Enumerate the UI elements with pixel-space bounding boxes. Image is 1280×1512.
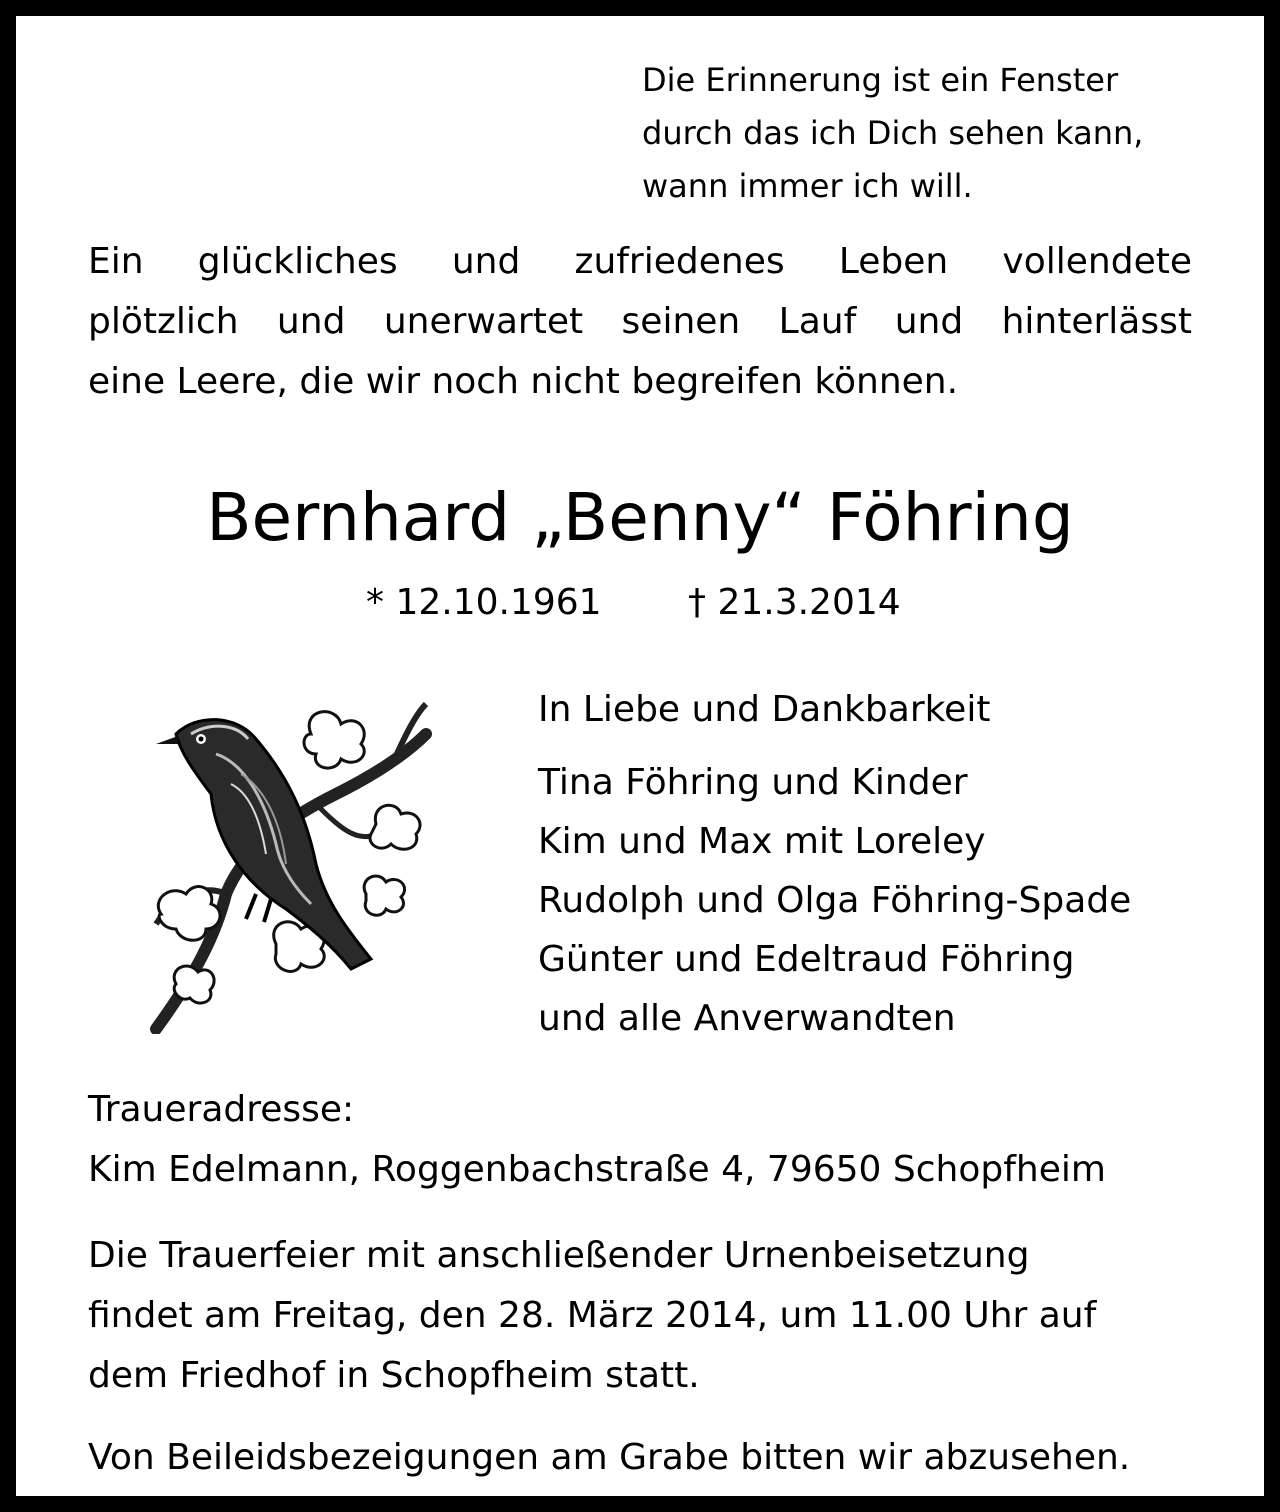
family-member: Rudolph und Olga Föhring-Spade	[538, 880, 1132, 921]
funeral-service-info	[88, 1226, 1096, 1406]
family-member: Tina Föhring und Kinder	[538, 762, 968, 803]
quote-line: durch das ich Dich sehen kann,	[642, 114, 1144, 152]
closing-note: Von Beileidsbezeigungen am Grabe bitten wir abzusehen.	[88, 1437, 1131, 1478]
family-member: Kim und Max mit Loreley	[538, 821, 986, 862]
family-member: und alle Anverwandten	[538, 998, 956, 1039]
memorial-quote	[642, 54, 1143, 213]
family-heading: In Liebe und Dankbarkeit	[538, 689, 991, 730]
address-value: Kim Edelmann, Roggenbachstraße 4, 79650 Schopfheim	[88, 1149, 1106, 1190]
intro-line: eine Leere, die wir noch nicht begreifen können.	[88, 361, 959, 402]
mourning-address	[88, 1080, 1106, 1200]
intro-line: plötzlich und unerwartet seinen Lauf und hinterlässt	[88, 301, 1192, 342]
quote-line: Die Erinnerung ist ein Fenster	[642, 61, 1119, 99]
death-date: † 21.3.2014	[688, 582, 901, 623]
service-line: findet am Freitag, den 28. März 2014, um 11.00 Uhr auf	[88, 1295, 1097, 1336]
service-line: Die Trauerfeier mit anschließender Urnenbeisetzung	[88, 1235, 1030, 1276]
address-label: Traueradresse:	[88, 1089, 355, 1130]
deceased-name: Bernhard „Benny“ Föhring	[206, 479, 1074, 556]
intro-line: Ein glückliches und zufriedenes Leben vollendete	[88, 241, 1192, 282]
family-member: Günter und Edeltraud Föhring	[538, 939, 1075, 980]
service-line: dem Friedhof in Schopfheim statt.	[88, 1355, 700, 1396]
quote-line: wann immer ich will.	[642, 167, 973, 205]
family-signatures	[538, 680, 1131, 1048]
bird-on-branch-icon	[136, 694, 436, 1034]
intro-paragraph	[88, 232, 1192, 412]
birth-date: * 12.10.1961	[366, 582, 602, 623]
